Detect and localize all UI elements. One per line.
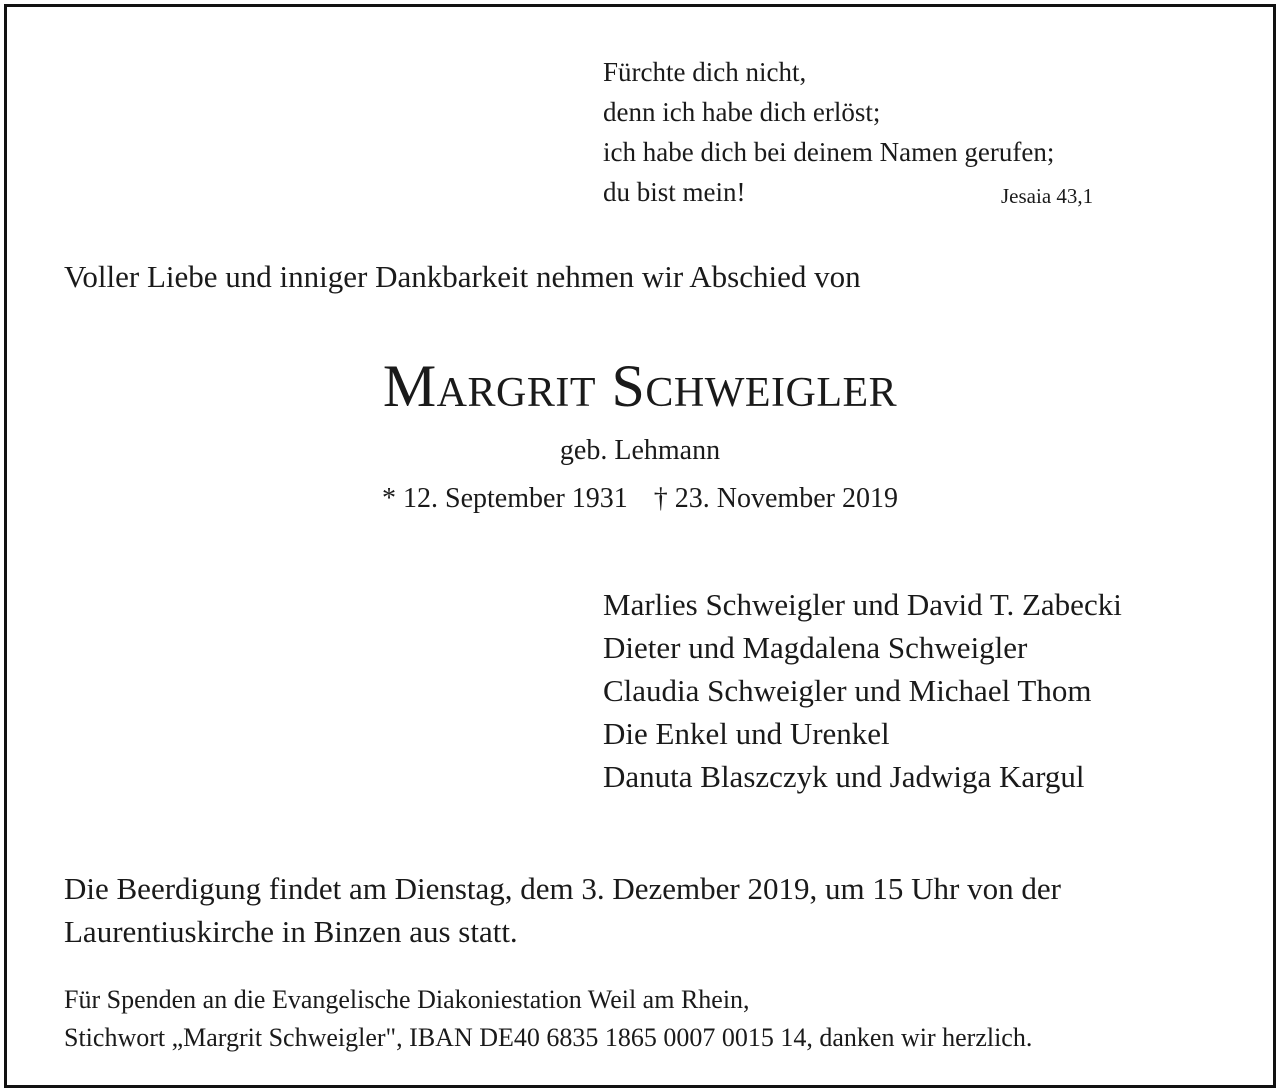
donation-line: Für Spenden an die Evangelische Diakoniestation Weil am Rhein, bbox=[64, 985, 750, 1014]
birth-date: * 12. September 1931 bbox=[382, 483, 628, 514]
donation-line: Stichwort „Margrit Schweigler", IBAN DE40 6835 1865 0007 0015 14, danken wir herzlich. bbox=[64, 1023, 1033, 1052]
verse-reference: Jesaia 43,1 bbox=[1001, 184, 1094, 208]
verse-line: denn ich habe dich erlöst; bbox=[603, 97, 881, 127]
funeral-info bbox=[64, 867, 1061, 953]
family-member: Marlies Schweigler und David T. Zabecki bbox=[603, 587, 1122, 622]
deceased-name: Margrit Schweigler bbox=[382, 353, 898, 419]
donation-info bbox=[64, 981, 1032, 1057]
family-member: Die Enkel und Urenkel bbox=[603, 716, 890, 751]
verse-line: ich habe dich bei deinem Namen gerufen; bbox=[603, 137, 1055, 167]
intro-text: Voller Liebe und inniger Dankbarkeit nehmen wir Abschied von bbox=[64, 259, 861, 294]
family-list bbox=[603, 583, 1122, 798]
funeral-line: Laurentiuskirche in Binzen aus statt. bbox=[64, 914, 518, 949]
bible-verse bbox=[603, 52, 1054, 212]
birth-name: geb. Lehmann bbox=[559, 435, 721, 466]
verse-line: du bist mein! bbox=[603, 177, 746, 207]
funeral-line: Die Beerdigung findet am Dienstag, dem 3. Dezember 2019, um 15 Uhr von der bbox=[64, 871, 1061, 906]
life-dates bbox=[0, 483, 1280, 515]
family-member: Danuta Blaszczyk und Jadwiga Kargul bbox=[603, 759, 1085, 794]
death-date: † 23. November 2019 bbox=[653, 483, 898, 514]
family-member: Dieter und Magdalena Schweigler bbox=[603, 630, 1028, 665]
family-member: Claudia Schweigler und Michael Thom bbox=[603, 673, 1092, 708]
verse-line: Fürchte dich nicht, bbox=[603, 57, 807, 87]
